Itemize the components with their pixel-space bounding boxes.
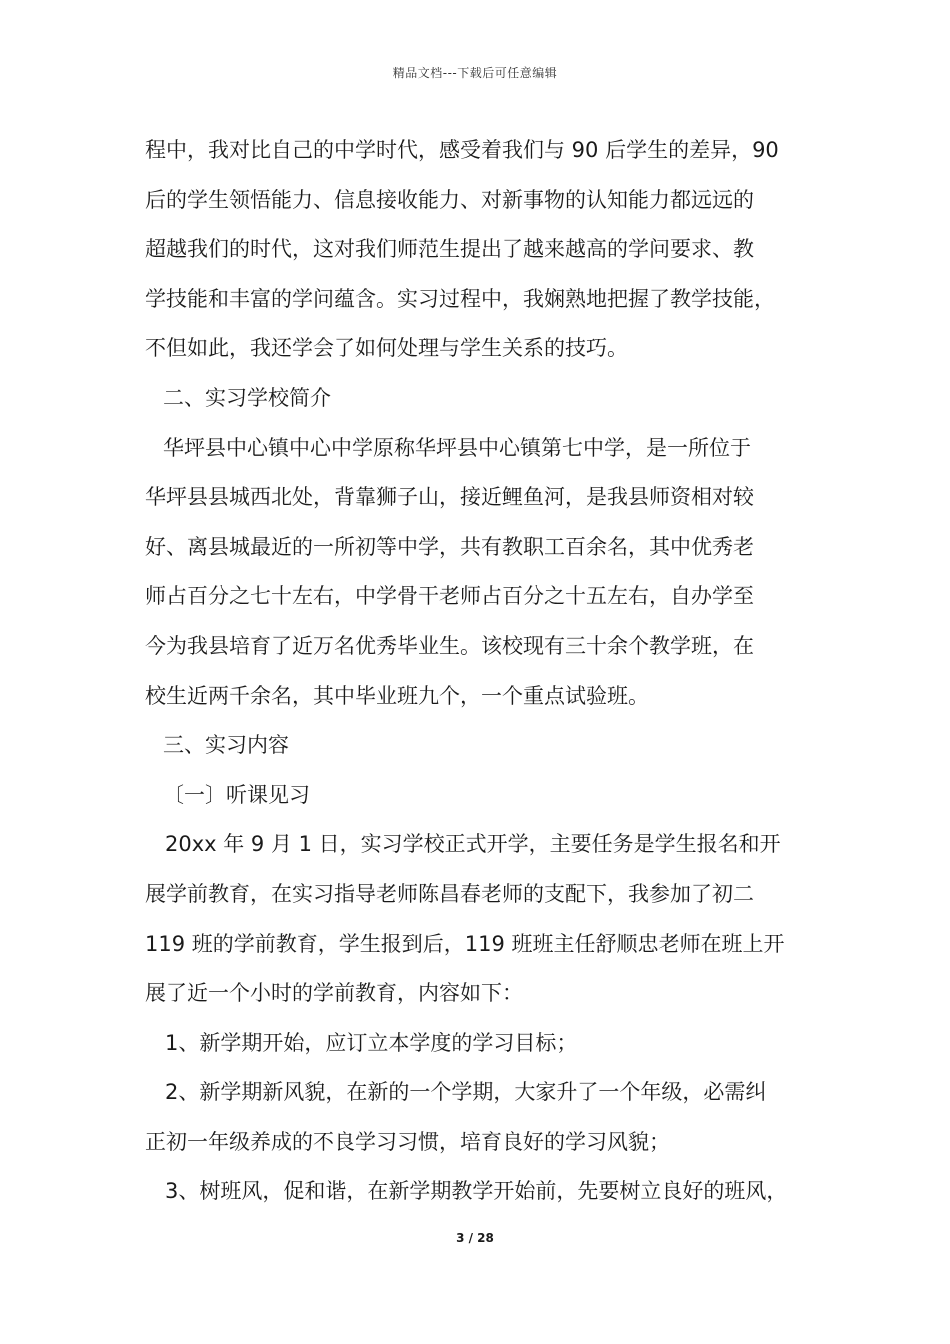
list-item: 1、新学期开始，应订立本学度的学习目标； [165, 1030, 578, 1055]
text-line: 师占百分之七十左右，中学骨干老师占百分之十五左右，自办学至 [145, 584, 754, 609]
text-line: 华坪县中心镇中心中学原称华坪县中心镇第七中学，是一所位于 [163, 435, 751, 460]
text-line: 展了近一个小时的学前教育，内容如下： [145, 981, 523, 1006]
text-line: 超越我们的时代，这对我们师范生提出了越来越高的学问要求、教 [145, 237, 754, 262]
text-line: 20xx 年 9 月 1 日，实习学校正式开学，主要任务是学生报名和开 [165, 832, 781, 857]
text-line: 学技能和丰富的学问蕴含。实习过程中，我娴熟地把握了教学技能， [145, 286, 775, 311]
text-line: 正初一年级养成的不良学习习惯，培育良好的学习风貌； [145, 1129, 670, 1154]
page-number: 3 / 28 [456, 1231, 494, 1245]
text-line: 后的学生领悟能力、信息接收能力、对新事物的认知能力都远远的 [145, 187, 754, 212]
text-line: 展学前教育，在实习指导老师陈昌春老师的支配下，我参加了初二 [145, 881, 754, 906]
text-line: 华坪县县城西北处，背靠狮子山，接近鲤鱼河，是我县师资相对较 [145, 485, 754, 510]
text-line: 程中，我对比自己的中学时代，感受着我们与 90 后学生的差异，90 [145, 138, 779, 162]
text-line: 今为我县培育了近万名优秀毕业生。该校现有三十余个教学班，在 [145, 633, 754, 658]
section-heading: 二、实习学校简介 [163, 385, 331, 410]
section-heading: 三、实习内容 [163, 733, 289, 758]
text-line: 好、离县城最近的一所初等中学，共有教职工百余名，其中优秀老 [145, 534, 754, 559]
list-item: 3、树班风，促和谐，在新学期教学开始前，先要树立良好的班风， [165, 1179, 788, 1204]
page-header: 精品文档---下载后可任意编辑 [392, 66, 558, 80]
text-line: 校生近两千余名，其中毕业班九个，一个重点试验班。 [145, 683, 649, 708]
text-line: 119 班的学前教育，学生报到后，119 班班主任舒顺忠老师在班上开 [145, 931, 785, 956]
list-item: 2、新学期新风貌，在新的一个学期，大家升了一个年级，必需纠 [165, 1080, 767, 1105]
text-line: 不但如此，我还学会了如何处理与学生关系的技巧。 [145, 336, 628, 361]
document-body [145, 126, 810, 1217]
subsection-heading: 〔一〕听课见习 [163, 782, 310, 807]
